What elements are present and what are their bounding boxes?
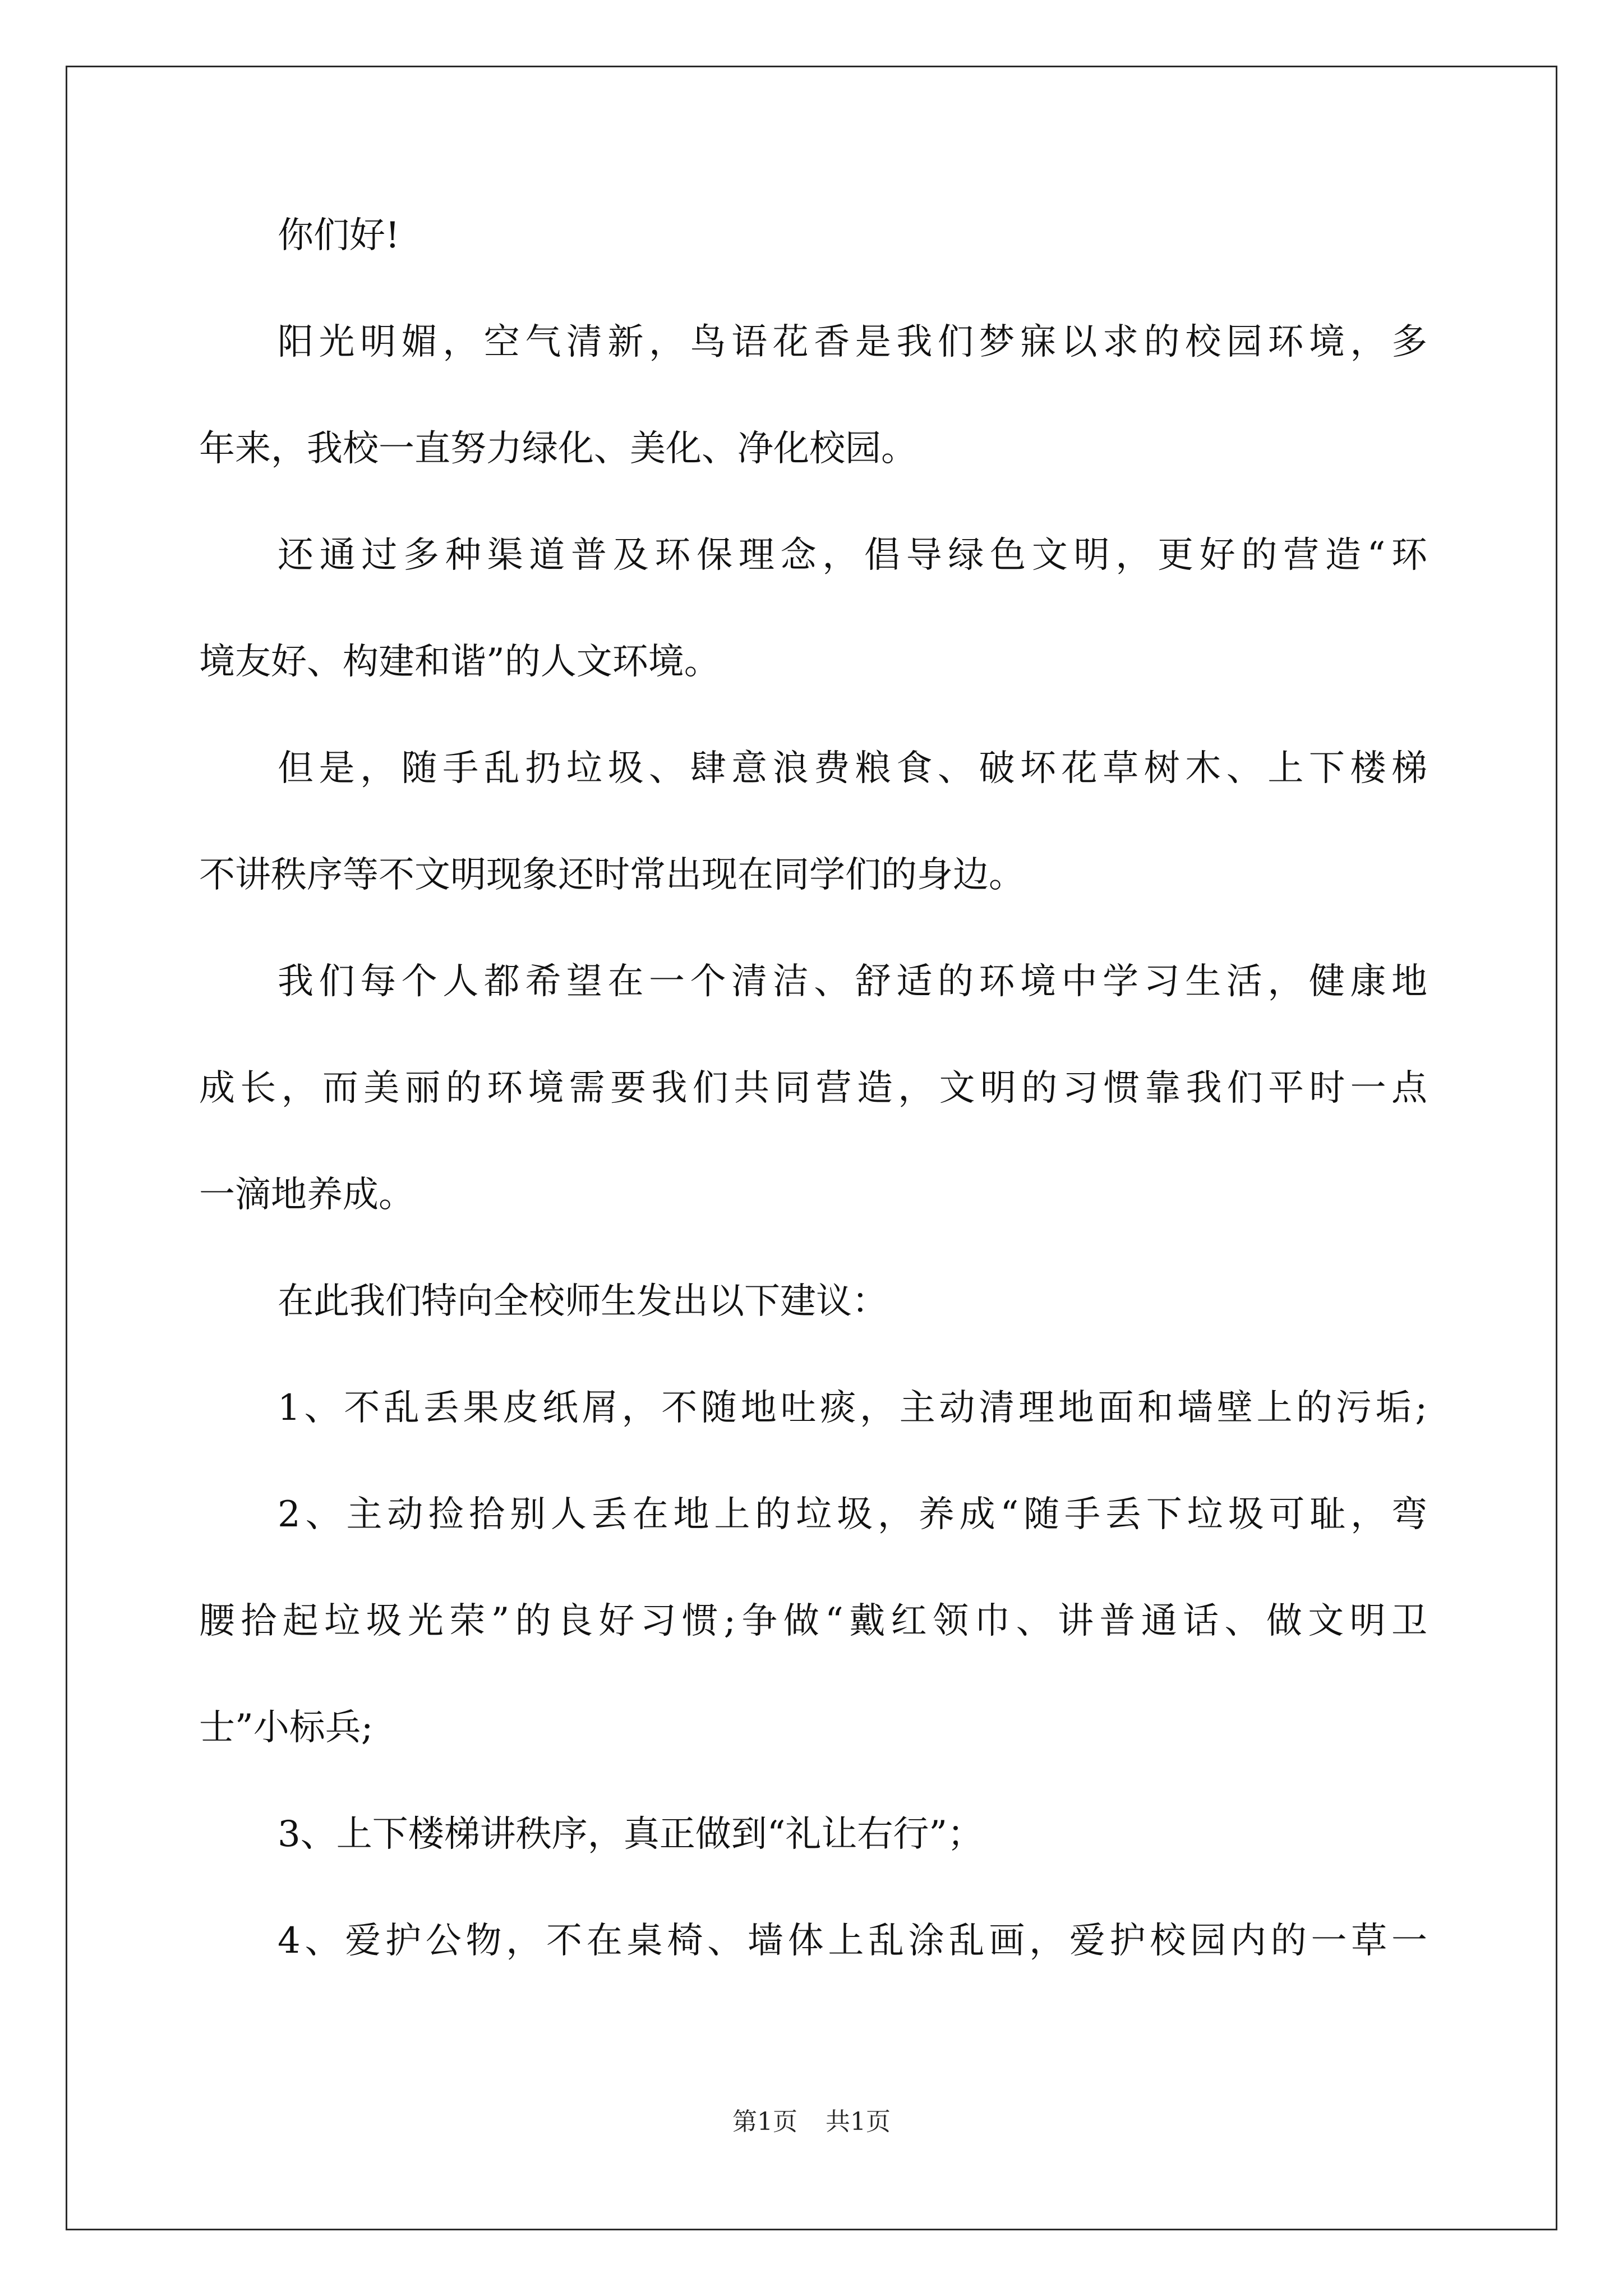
paragraph-line: 我们每个人都希望在一个清洁、舒适的环境中学习生活，健康地 — [278, 961, 1427, 1002]
paragraph-line: 成长，而美丽的环境需要我们共同营造，文明的习惯靠我们平时一点 — [199, 1068, 1427, 1109]
greeting-line: 你们好! — [278, 215, 400, 256]
list-item-line: 2、主动捡拾别人丢在地上的垃圾，养成“随手丢下垃圾可耻，弯 — [278, 1494, 1427, 1535]
paragraph-line: 阳光明媚，空气清新，鸟语花香是我们梦寐以求的校园环境，多 — [278, 321, 1427, 363]
page-border — [66, 66, 1557, 2230]
list-item-line: 腰拾起垃圾光荣”的良好习惯;争做“戴红领巾、讲普通话、做文明卫 — [199, 1600, 1427, 1642]
page-number: 第1页 — [732, 2108, 797, 2136]
paragraph-line: 一滴地养成。 — [199, 1174, 414, 1216]
paragraph-line: 年来，我校一直努力绿化、美化、净化校园。 — [199, 428, 917, 470]
paragraph-line: 境友好、构建和谐”的人文环境。 — [199, 641, 720, 683]
paragraph-line: 不讲秩序等不文明现象还时常出现在同学们的身边。 — [199, 854, 1025, 896]
paragraph-line: 还通过多种渠道普及环保理念，倡导绿色文明，更好的营造“环 — [278, 535, 1427, 576]
page-total: 共1页 — [826, 2108, 891, 2136]
paragraph-line: 在此我们特向全校师生发出以下建议： — [278, 1281, 888, 1322]
list-item-line: 1、不乱丢果皮纸屑，不随地吐痰，主动清理地面和墙壁上的污垢; — [278, 1387, 1427, 1429]
list-item-line: 4、爱护公物，不在桌椅、墙体上乱涂乱画，爱护校园内的一草一 — [278, 1920, 1427, 1962]
paragraph-line: 但是，随手乱扔垃圾、肆意浪费粮食、破坏花草树木、上下楼梯 — [278, 748, 1427, 789]
page-footer — [0, 2106, 1623, 2138]
list-item-line: 士”小标兵; — [199, 1707, 374, 1749]
list-item-line: 3、上下楼梯讲秩序，真正做到“礼让右行”； — [278, 1814, 984, 1855]
